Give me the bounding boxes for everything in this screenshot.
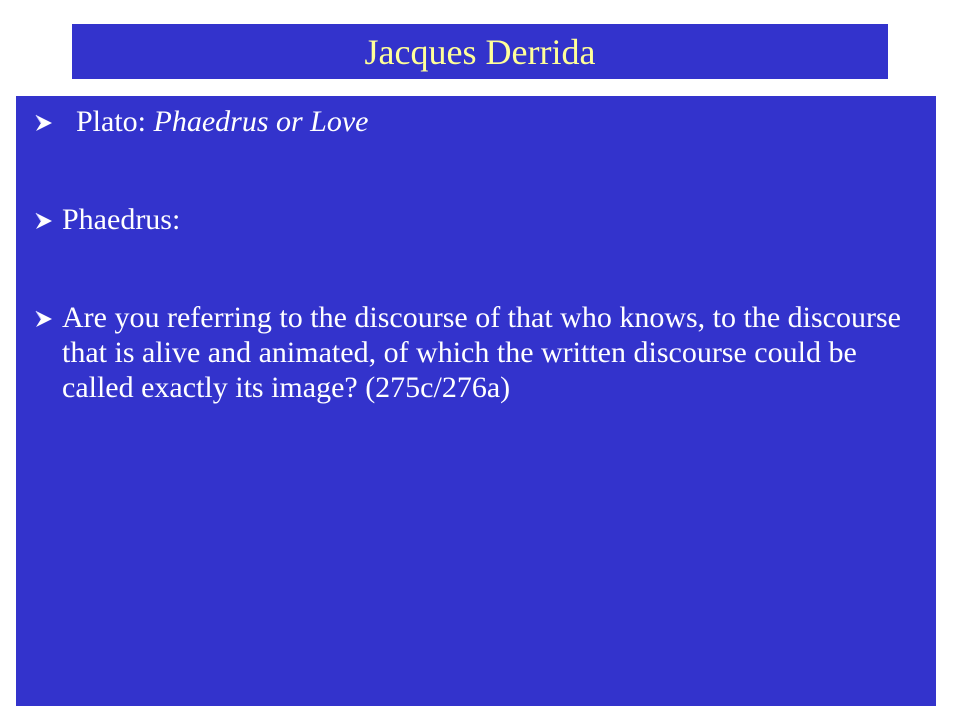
- bullet-text: Are you referring to the discourse of that who knows, to the discourse that is alive and animated, of which the written discourse could be called exactly its image? (275c/276a): [62, 301, 901, 404]
- content-box: [16, 96, 936, 706]
- bullet-emphasis: Phaedrus or Love: [153, 105, 369, 138]
- bullet-item: [34, 300, 914, 405]
- arrow-bullet-icon: [34, 202, 62, 237]
- bullet-item: [34, 104, 369, 139]
- bullet-text: Phaedrus:: [62, 203, 181, 236]
- bullet-prefix: Plato:: [76, 105, 154, 138]
- slide-title: Jacques Derrida: [364, 31, 596, 72]
- bullet-text: [62, 104, 369, 139]
- title-bar: [72, 24, 888, 79]
- arrow-bullet-icon: [34, 104, 62, 139]
- bullet-item: [34, 202, 180, 237]
- arrow-bullet-icon: [34, 300, 62, 405]
